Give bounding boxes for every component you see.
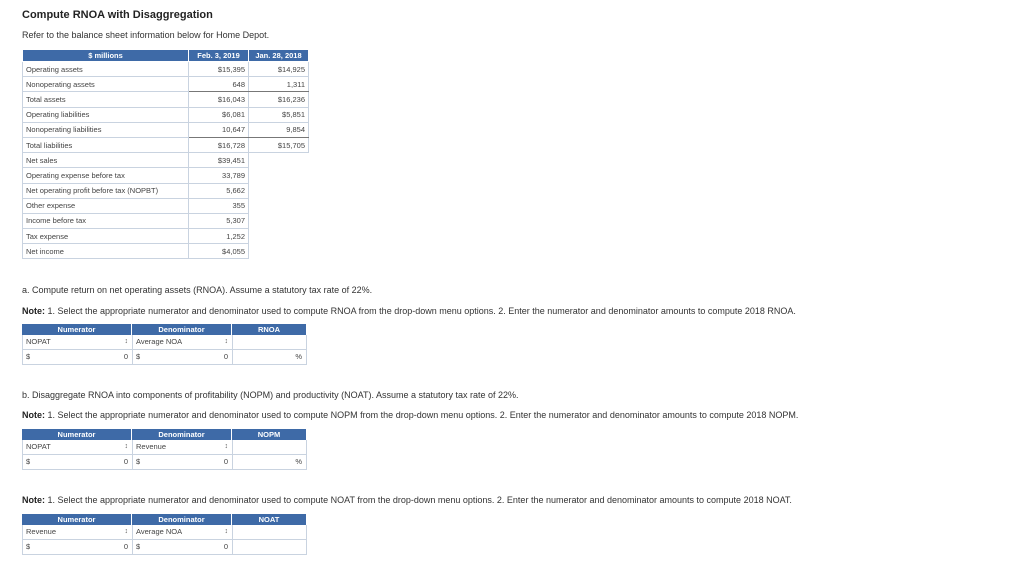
percent-unit: % <box>295 457 302 466</box>
select-arrow-icon: ↕ <box>224 338 228 345</box>
numerator-header: Numerator <box>22 324 132 335</box>
note-label: Note: <box>22 306 45 316</box>
header-millions: $ millions <box>23 50 189 62</box>
select-arrow-icon: ↕ <box>224 443 228 450</box>
value-2018 <box>249 168 309 183</box>
nopm-result <box>232 440 307 455</box>
dollar-prefix: $ <box>136 352 141 361</box>
select-arrow-icon: ↕ <box>124 338 128 345</box>
value-2018 <box>249 198 309 213</box>
value-2018 <box>249 213 309 228</box>
value-2018: $16,236 <box>249 92 309 107</box>
header-jan-2018: Jan. 28, 2018 <box>249 50 309 62</box>
value-2019: $16,728 <box>189 137 249 152</box>
balance-sheet-row <box>23 229 309 244</box>
numerator-value: 0 <box>123 457 128 466</box>
value-2019: 10,647 <box>189 122 249 137</box>
denominator-select[interactable] <box>132 525 232 540</box>
row-label: Other expense <box>23 198 189 213</box>
row-label: Net operating profit before tax (NOPBT) <box>23 183 189 198</box>
numerator-value: 0 <box>123 352 128 361</box>
noat-output[interactable] <box>232 540 307 555</box>
part-c-note <box>22 495 792 505</box>
note-label: Note: <box>22 495 45 505</box>
dollar-prefix: $ <box>136 457 141 466</box>
dollar-prefix: $ <box>26 542 31 551</box>
select-arrow-icon: ↕ <box>124 528 128 535</box>
value-2019: $4,055 <box>189 244 249 259</box>
value-2018: $5,851 <box>249 107 309 122</box>
noat-header: NOAT <box>232 514 307 525</box>
select-arrow-icon: ↕ <box>124 443 128 450</box>
value-2019: 33,789 <box>189 168 249 183</box>
value-2019: 5,662 <box>189 183 249 198</box>
value-2018 <box>249 244 309 259</box>
balance-sheet-row <box>23 77 309 92</box>
note-text: 1. Select the appropriate numerator and denominator used to compute NOAT from the drop-down menu options. 2. Enter the numerator and denominator amounts to compute 2018 NOAT. <box>45 495 792 505</box>
row-label: Operating expense before tax <box>23 168 189 183</box>
page-title: Compute RNOA with Disaggregation <box>22 9 213 21</box>
row-label: Net income <box>23 244 189 259</box>
balance-sheet-table <box>22 49 309 259</box>
value-2019: 5,307 <box>189 213 249 228</box>
denominator-select[interactable] <box>132 440 232 455</box>
row-label: Income before tax <box>23 213 189 228</box>
rnoa-output <box>232 350 307 365</box>
numerator-select[interactable] <box>22 440 132 455</box>
value-2018: $14,925 <box>249 62 309 77</box>
value-2019: 648 <box>189 77 249 92</box>
note-text: 1. Select the appropriate numerator and denominator used to compute NOPM from the drop-down menu options. 2. Enter the numerator and denominator amounts to compute 2018 NOPM. <box>45 410 799 420</box>
balance-sheet-row <box>23 244 309 259</box>
denominator-input[interactable] <box>132 455 232 470</box>
denominator-input[interactable] <box>132 540 232 555</box>
part-a-question: a. Compute return on net operating assets (RNOA). Assume a statutory tax rate of 22%. <box>22 285 373 295</box>
denominator-value: 0 <box>223 457 228 466</box>
note-text: 1. Select the appropriate numerator and denominator used to compute RNOA from the drop-down menu options. 2. Enter the numerator and denominator amounts to compute 2018 RNOA. <box>45 306 796 316</box>
row-label: Total assets <box>23 92 189 107</box>
balance-sheet-row <box>23 62 309 77</box>
note-label: Note: <box>22 410 45 420</box>
denominator-select[interactable] <box>132 335 232 350</box>
intro-text: Refer to the balance sheet information below for Home Depot. <box>22 30 270 40</box>
value-2019: $6,081 <box>189 107 249 122</box>
denominator-select-value: Average NOA <box>136 527 183 536</box>
part-b-question: b. Disaggregate RNOA into components of profitability (NOPM) and productivity (NOAT). Assume a statutory tax rate of 22%. <box>22 390 519 400</box>
value-2019: 1,252 <box>189 229 249 244</box>
dollar-prefix: $ <box>26 457 31 466</box>
header-feb-2019: Feb. 3, 2019 <box>189 50 249 62</box>
value-2018: $15,705 <box>249 137 309 152</box>
value-2018: 1,311 <box>249 77 309 92</box>
nopm-grid <box>22 429 307 470</box>
value-2019: $39,451 <box>189 153 249 168</box>
numerator-select[interactable] <box>22 335 132 350</box>
numerator-header: Numerator <box>22 429 132 440</box>
row-label: Operating assets <box>23 62 189 77</box>
nopm-header: NOPM <box>232 429 307 440</box>
denominator-header: Denominator <box>132 429 232 440</box>
denominator-value: 0 <box>223 352 228 361</box>
denominator-value: 0 <box>223 542 228 551</box>
numerator-value: 0 <box>123 542 128 551</box>
row-label: Total liabilities <box>23 137 189 152</box>
numerator-input[interactable] <box>22 540 132 555</box>
balance-sheet-row <box>23 183 309 198</box>
select-arrow-icon: ↕ <box>224 528 228 535</box>
nopm-output <box>232 455 307 470</box>
rnoa-grid <box>22 324 307 365</box>
balance-sheet-row <box>23 153 309 168</box>
row-label: Operating liabilities <box>23 107 189 122</box>
balance-sheet-header <box>23 50 309 62</box>
part-a-note <box>22 306 796 316</box>
value-2019: 355 <box>189 198 249 213</box>
percent-unit: % <box>295 352 302 361</box>
value-2019: $16,043 <box>189 92 249 107</box>
denominator-input[interactable] <box>132 350 232 365</box>
balance-sheet-row <box>23 213 309 228</box>
balance-sheet-row <box>23 198 309 213</box>
value-2018: 9,854 <box>249 122 309 137</box>
rnoa-result <box>232 335 307 350</box>
numerator-input[interactable] <box>22 455 132 470</box>
numerator-input[interactable] <box>22 350 132 365</box>
value-2018 <box>249 229 309 244</box>
balance-sheet-row <box>23 92 309 107</box>
balance-sheet-row <box>23 122 309 137</box>
row-label: Nonoperating liabilities <box>23 122 189 137</box>
value-2018 <box>249 153 309 168</box>
numerator-select-value: Revenue <box>26 527 57 536</box>
numerator-header: Numerator <box>22 514 132 525</box>
noat-result <box>232 525 307 540</box>
dollar-prefix: $ <box>26 352 31 361</box>
value-2018 <box>249 183 309 198</box>
balance-sheet-row <box>23 137 309 152</box>
balance-sheet-row <box>23 168 309 183</box>
rnoa-header: RNOA <box>232 324 307 335</box>
denominator-select-value: Average NOA <box>136 337 183 346</box>
row-label: Nonoperating assets <box>23 77 189 92</box>
denominator-header: Denominator <box>132 514 232 525</box>
row-label: Net sales <box>23 153 189 168</box>
denominator-select-value: Revenue <box>136 442 167 451</box>
balance-sheet-row <box>23 107 309 122</box>
numerator-select[interactable] <box>22 525 132 540</box>
denominator-header: Denominator <box>132 324 232 335</box>
numerator-select-value: NOPAT <box>26 442 51 451</box>
row-label: Tax expense <box>23 229 189 244</box>
dollar-prefix: $ <box>136 542 141 551</box>
part-b-note <box>22 410 798 420</box>
numerator-select-value: NOPAT <box>26 337 51 346</box>
noat-grid <box>22 514 307 555</box>
value-2019: $15,395 <box>189 62 249 77</box>
